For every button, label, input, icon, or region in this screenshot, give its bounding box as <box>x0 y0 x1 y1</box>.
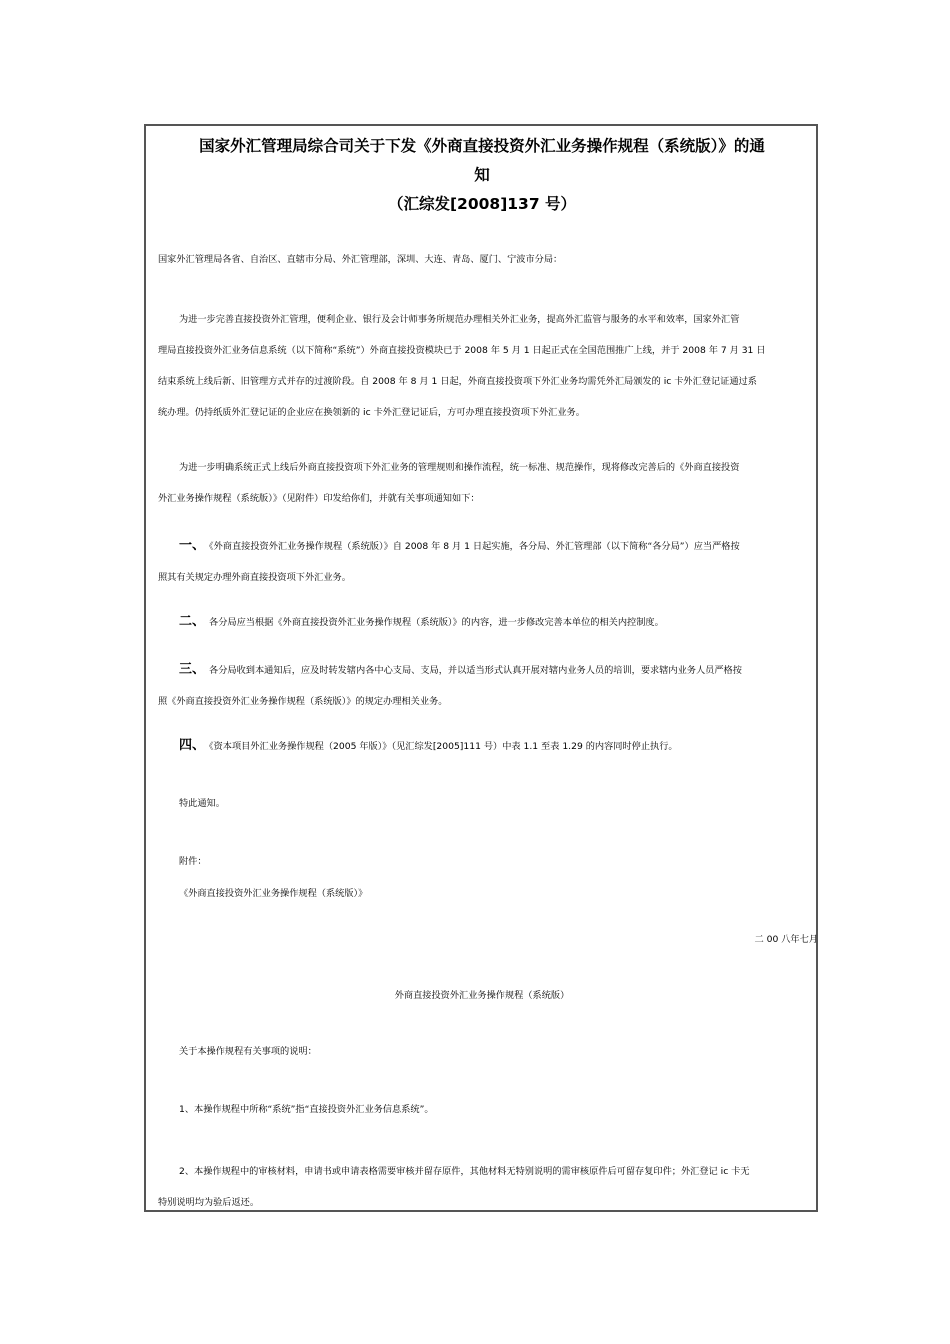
note-1: 1、本操作规程中所称“系统”指“直接投资外汇业务信息系统”。 <box>179 1104 434 1115</box>
document-title <box>146 132 818 219</box>
paragraph-1-line-1: 为进一步完善直接投资外汇管理，便利企业、银行及会计师事务所规范办理相关外汇业务，提高外汇监管与服务的水平和效率，国家外汇管 <box>179 314 740 325</box>
item-3 <box>158 654 818 717</box>
item-2-head: 二、 <box>179 614 206 629</box>
item-3-head: 三、 <box>179 662 206 677</box>
paragraph-2-line-1: 为进一步明确系统正式上线后外商直接投资项下外汇业务的管理规则和操作流程，统一标准、规范操作，现将修改完善后的《外商直接投资 <box>179 462 740 473</box>
document-frame <box>144 124 818 1212</box>
item-1-head: 一、 <box>179 538 206 553</box>
item-3-line-2: 照《外商直接投资外汇业务操作规程（系统版）》的规定办理相关业务。 <box>158 696 448 707</box>
item-4-head: 四、 <box>179 738 206 753</box>
note-2-line-2: 特别说明均为验后返还。 <box>158 1197 260 1208</box>
title-line-2: 知 <box>474 166 490 184</box>
title-line-1: 国家外汇管理局综合司关于下发《外商直接投资外汇业务操作规程（系统版）》的通 <box>199 137 765 155</box>
item-4 <box>158 730 818 762</box>
date: 二 00 八年七月 <box>754 934 818 945</box>
note-2 <box>158 1156 818 1218</box>
item-2 <box>158 606 818 638</box>
attachment-label: 附件： <box>179 856 207 867</box>
paragraph-1 <box>158 304 818 428</box>
item-1-line-1: 《外商直接投资外汇业务操作规程（系统版）》自 2008 年 8 月 1 日起实施，各分局、外汇管理部（以下简称“各分局”）应当严格按 <box>209 541 740 552</box>
closing-text: 特此通知。 <box>179 798 225 809</box>
item-3-line-1: 各分局收到本通知后，应及时转发辖内各中心支局、支局，并以适当形式认真开展对辖内业务人员的培训，要求辖内业务人员严格按 <box>209 665 742 676</box>
item-2-line-1: 各分局应当根据《外商直接投资外汇业务操作规程（系统版）》的内容，进一步修改完善本单位的相关内控制度。 <box>209 617 664 628</box>
annex-title: 外商直接投资外汇业务操作规程（系统版） <box>394 990 570 1001</box>
item-1 <box>158 530 818 593</box>
paragraph-1-line-3: 结束系统上线后新、旧管理方式并存的过渡阶段。自 2008 年 8 月 1 日起，外商直接投资项下外汇业务均需凭外汇局颁发的 ic 卡外汇登记证通过系 <box>158 376 757 387</box>
item-4-line-1: 《资本项目外汇业务操作规程（2005 年版）》（见汇综发[2005]111 号）中表 1.1 至表 1.29 的内容同时停止执行。 <box>209 741 678 752</box>
salutation: 国家外汇管理局各省、自治区、直辖市分局、外汇管理部，深圳、大连、青岛、厦门、宁波市分局： <box>158 254 563 265</box>
document-number: （汇综发[2008]137 号） <box>387 195 577 213</box>
item-1-line-2: 照其有关规定办理外商直接投资项下外汇业务。 <box>158 572 351 583</box>
attachment-title: 《外商直接投资外汇业务操作规程（系统版）》 <box>179 888 368 899</box>
note-2-line-1: 2、本操作规程中的审核材料，申请书或申请表格需要审核并留存原件，其他材料无特别说明的需审核原件后可留存复印件；外汇登记 ic 卡无 <box>179 1166 750 1177</box>
paragraph-1-line-2: 理局直接投资外汇业务信息系统（以下简称“系统”）外商直接投资模块已于 2008 年 5 月 1 日起正式在全国范围推广上线，并于 2008 年 7 月 31 日 <box>158 345 766 356</box>
paragraph-1-line-4: 统办理。仍持纸质外汇登记证的企业应在换领新的 ic 卡外汇登记证后，方可办理直接投资项下外汇业务。 <box>158 407 585 418</box>
paragraph-2 <box>158 452 818 514</box>
notes-intro: 关于本操作规程有关事项的说明： <box>179 1046 317 1057</box>
paragraph-2-line-2: 外汇业务操作规程（系统版）》（见附件）印发给你们，并就有关事项通知如下： <box>158 493 480 504</box>
